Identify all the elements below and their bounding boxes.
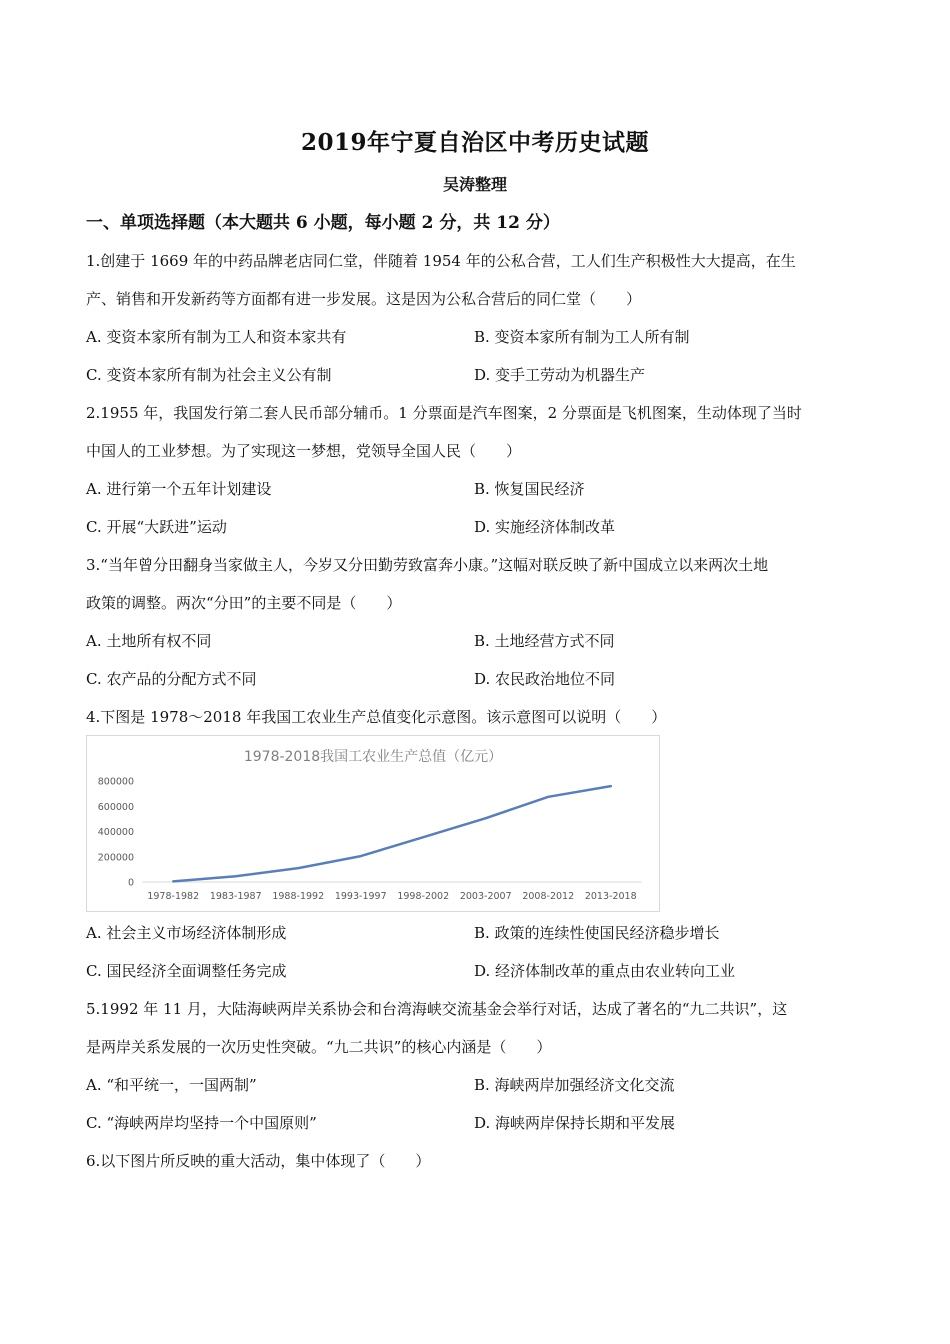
question-1-option-d: D. 变手工劳动为机器生产 xyxy=(474,366,646,384)
question-4-option-a: A. 社会主义市场经济体制形成 xyxy=(86,924,287,942)
question-5-line-1: 5.1992 年 11 月，大陆海峡两岸关系协会和台湾海峡交流基金会举行对话，达成了著名的“九二共识”，这 xyxy=(86,1000,788,1018)
question-5-option-c: C. “海峡两岸均坚持一个中国原则” xyxy=(86,1114,317,1132)
question-5-option-a: A. “和平统一，一国两制” xyxy=(86,1076,257,1094)
question-1-option-a: A. 变资本家所有制为工人和资本家共有 xyxy=(86,328,347,346)
series-line xyxy=(173,786,611,881)
x-tick-label: 1978-1982 xyxy=(147,891,200,902)
x-tick-label: 1983-1987 xyxy=(209,891,262,902)
question-3-option-a: A. 土地所有权不同 xyxy=(86,632,212,650)
gdp-line-chart xyxy=(86,735,660,912)
question-2-line-1: 2.1955 年，我国发行第二套人民币部分辅币。1 分票面是汽车图案，2 分票面是飞机图案，生动体现了当时 xyxy=(86,404,802,422)
question-1-option-c: C. 变资本家所有制为社会主义公有制 xyxy=(86,366,332,384)
x-tick-label: 2013-2018 xyxy=(584,891,637,902)
question-4-option-d: D. 经济体制改革的重点由农业转向工业 xyxy=(474,962,736,980)
question-2-option-c: C. 开展“大跃进”运动 xyxy=(86,518,227,536)
x-axis-ticks xyxy=(147,891,636,902)
y-tick-label: 600000 xyxy=(97,801,134,813)
question-4-option-b: B. 政策的连续性使国民经济稳步增长 xyxy=(474,924,720,942)
question-1-option-b: B. 变资本家所有制为工人所有制 xyxy=(474,328,690,346)
author-line: 吴涛整理 xyxy=(442,175,507,194)
question-5-option-d: D. 海峡两岸保持长期和平发展 xyxy=(474,1114,676,1132)
question-3-option-b: B. 土地经营方式不同 xyxy=(474,632,615,650)
question-2-line-2: 中国人的工业梦想。为了实现这一梦想，党领导全国人民（ ） xyxy=(86,442,522,460)
page-title: 2019年宁夏自治区中考历史试题 xyxy=(300,129,649,156)
y-tick-label: 800000 xyxy=(97,776,134,788)
question-3-line-1: 3.“当年曾分田翻身当家做主人，今岁又分田勤劳致富奔小康。”这幅对联反映了新中国成立以来两次土地 xyxy=(86,556,769,574)
x-tick-label: 1998-2002 xyxy=(397,891,450,902)
y-axis-ticks xyxy=(98,777,134,889)
question-4-option-c: C. 国民经济全面调整任务完成 xyxy=(86,962,287,980)
x-tick-label: 1988-1992 xyxy=(272,891,325,902)
y-tick-label: 400000 xyxy=(97,827,134,838)
x-tick-label: 1993-1997 xyxy=(334,891,387,902)
question-1-line-2: 产、销售和开发新药等方面都有进一步发展。这是因为公私合营后的同仁堂（ ） xyxy=(86,290,642,308)
question-2-option-a: A. 进行第一个五年计划建设 xyxy=(86,480,272,498)
question-1-line-1: 1.创建于 1669 年的中药品牌老店同仁堂，伴随着 1954 年的公私合营，工人们生产积极性大大提高，在生 xyxy=(86,252,796,270)
y-tick-label: 200000 xyxy=(97,852,134,864)
question-2-option-b: B. 恢复国民经济 xyxy=(474,480,585,498)
question-5-option-b: B. 海峡两岸加强经济文化交流 xyxy=(474,1076,675,1094)
section-heading: 一、单项选择题（本大题共 6 小题，每小题 2 分，共 12 分） xyxy=(86,213,560,233)
x-tick-label: 2008-2012 xyxy=(522,891,575,902)
x-tick-label: 2003-2007 xyxy=(459,891,512,902)
question-3-option-c: C. 农产品的分配方式不同 xyxy=(86,670,257,688)
question-6-line-1: 6.以下图片所反映的重大活动，集中体现了（ ） xyxy=(86,1152,431,1170)
question-4-line-1: 4.下图是 1978～2018 年我国工农业生产总值变化示意图。该示意图可以说明（ ） xyxy=(86,708,667,726)
y-tick-label: 0 xyxy=(127,877,134,889)
question-3-line-2: 政策的调整。两次“分田”的主要不同是（ ） xyxy=(86,594,402,612)
chart-canvas xyxy=(87,736,659,911)
question-2-option-d: D. 实施经济体制改革 xyxy=(474,518,616,536)
chart-title: 1978-2018我国工农业生产总值（亿元） xyxy=(243,749,503,765)
question-3-option-d: D. 农民政治地位不同 xyxy=(474,670,616,688)
question-5-line-2: 是两岸关系发展的一次历史性突破。“九二共识”的核心内涵是（ ） xyxy=(86,1038,552,1056)
